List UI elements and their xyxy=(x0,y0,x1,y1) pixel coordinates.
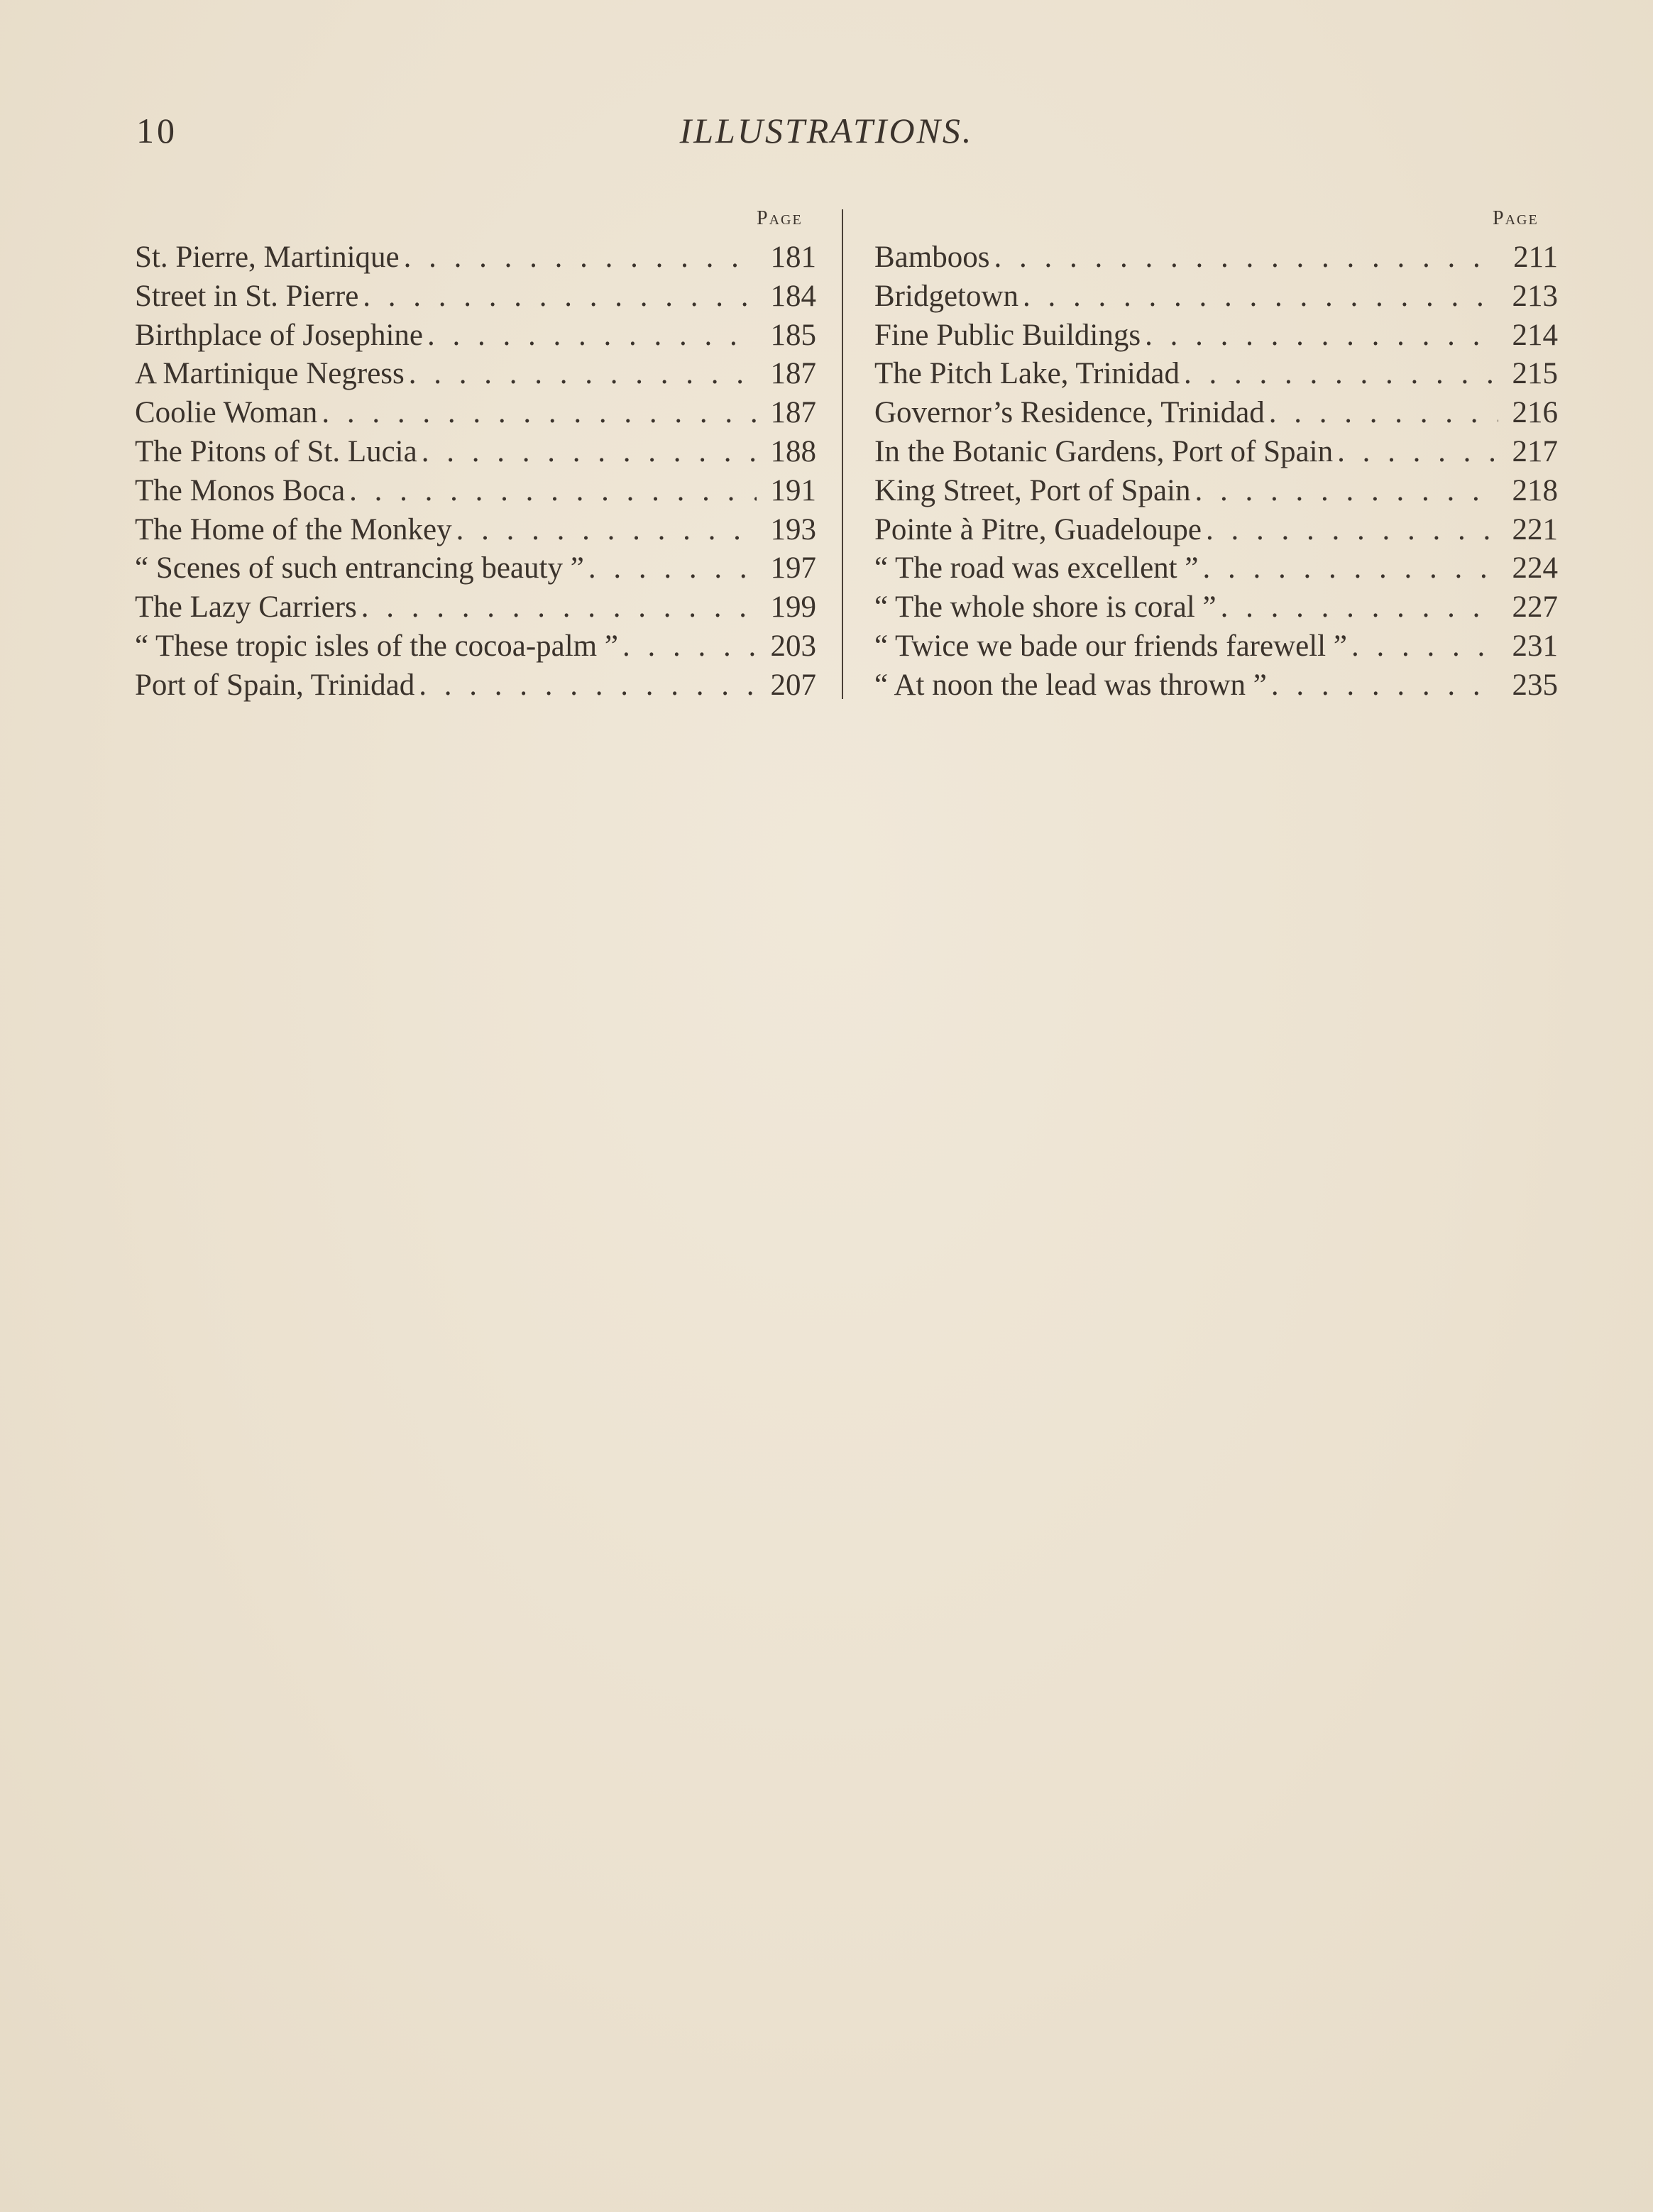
entry-page-number: 214 xyxy=(1512,318,1558,352)
dot-leader xyxy=(1217,588,1498,627)
illustration-entry xyxy=(135,238,816,277)
dot-leader xyxy=(358,277,757,317)
entry-title: Port of Spain, Trinidad xyxy=(135,668,415,702)
illustration-entry xyxy=(874,317,1558,356)
dot-leader xyxy=(423,317,757,356)
illustration-entry xyxy=(874,433,1558,472)
column-divider xyxy=(842,209,843,699)
entry-title: Street in St. Pierre xyxy=(135,279,359,313)
entry-page-number: 187 xyxy=(770,357,816,391)
entry-page-number: 211 xyxy=(1513,241,1558,274)
entry-page-number: 191 xyxy=(770,473,816,507)
dot-leader xyxy=(414,666,757,705)
illustration-entry xyxy=(874,666,1558,705)
entry-title: In the Botanic Gardens, Port of Spain xyxy=(874,434,1334,468)
illustration-entry xyxy=(874,549,1558,588)
left-illustration-list xyxy=(135,238,816,705)
entry-title: Bamboos xyxy=(874,241,990,274)
entry-title: “ These tropic isles of the cocoa-palm ” xyxy=(135,629,618,663)
entry-page-number: 181 xyxy=(770,241,816,274)
entry-page-number: 213 xyxy=(1512,279,1558,313)
entry-page-number: 185 xyxy=(770,318,816,352)
illustration-entry xyxy=(874,472,1558,511)
dot-leader xyxy=(452,511,757,550)
entry-page-number: 215 xyxy=(1512,357,1558,391)
entry-title: Coolie Woman xyxy=(135,396,318,430)
dot-leader xyxy=(1267,666,1498,705)
entry-page-number: 224 xyxy=(1512,551,1558,585)
illustration-entry xyxy=(135,627,816,666)
entry-page-number: 197 xyxy=(770,551,816,585)
entry-title: King Street, Port of Spain xyxy=(874,473,1191,507)
entry-title: The Lazy Carriers xyxy=(135,590,357,624)
entry-title: Birthplace of Josephine xyxy=(135,318,424,352)
dot-leader xyxy=(317,394,757,433)
dot-leader xyxy=(1333,433,1498,472)
dot-leader xyxy=(1180,355,1498,394)
illustration-entry xyxy=(874,394,1558,433)
entry-title: “ Twice we bade our friends farewell ” xyxy=(874,629,1347,663)
running-head: ILLUSTRATIONS. xyxy=(679,111,974,150)
illustration-entry xyxy=(135,317,816,356)
entry-page-number: 216 xyxy=(1512,396,1558,430)
entry-page-number: 184 xyxy=(770,279,816,313)
entry-title: Governor’s Residence, Trinidad xyxy=(874,396,1265,430)
dot-leader xyxy=(345,472,757,511)
illustration-entry xyxy=(874,588,1558,627)
entry-page-number: 207 xyxy=(770,668,816,702)
illustration-entry xyxy=(135,277,816,317)
dot-leader xyxy=(1202,511,1498,550)
entry-title: The Pitons of St. Lucia xyxy=(135,434,417,468)
dot-leader xyxy=(618,627,757,666)
dot-leader xyxy=(989,238,1498,277)
illustration-entry xyxy=(135,355,816,394)
illustration-entry xyxy=(874,511,1558,550)
right-illustration-list xyxy=(874,238,1558,705)
illustration-entry xyxy=(135,588,816,627)
entry-title: The Home of the Monkey xyxy=(135,512,452,546)
entry-page-number: 193 xyxy=(770,512,816,546)
dot-leader xyxy=(1347,627,1498,666)
page-number: 10 xyxy=(136,111,177,150)
entry-title: The Monos Boca xyxy=(135,473,346,507)
entry-page-number: 231 xyxy=(1512,629,1558,663)
dot-leader xyxy=(400,238,757,277)
entry-title: Bridgetown xyxy=(874,279,1019,313)
illustration-entry xyxy=(135,394,816,433)
entry-title: The Pitch Lake, Trinidad xyxy=(874,357,1180,391)
illustration-entry xyxy=(135,666,816,705)
dot-leader xyxy=(405,355,757,394)
entry-title: “ The road was excellent ” xyxy=(874,551,1199,585)
entry-page-number: 235 xyxy=(1512,668,1558,702)
dot-leader xyxy=(584,549,757,588)
illustration-entry xyxy=(135,549,816,588)
entry-title: “ The whole shore is coral ” xyxy=(874,590,1217,624)
entry-page-number: 227 xyxy=(1512,590,1558,624)
dot-leader xyxy=(357,588,757,627)
entry-page-number: 218 xyxy=(1512,473,1558,507)
dot-leader xyxy=(1198,549,1498,588)
illustration-entry xyxy=(135,433,816,472)
entry-title: A Martinique Negress xyxy=(135,357,405,391)
illustration-entry xyxy=(874,627,1558,666)
dot-leader xyxy=(1265,394,1498,433)
left-column-page-label: Page xyxy=(757,207,803,229)
illustration-entry xyxy=(135,511,816,550)
dot-leader xyxy=(417,433,757,472)
entry-title: “ At noon the lead was thrown ” xyxy=(874,668,1267,702)
entry-page-number: 199 xyxy=(770,590,816,624)
entry-title: St. Pierre, Martinique xyxy=(135,241,400,274)
illustration-entry xyxy=(874,355,1558,394)
entry-page-number: 217 xyxy=(1512,434,1558,468)
entry-page-number: 187 xyxy=(770,396,816,430)
entry-page-number: 188 xyxy=(770,434,816,468)
dot-leader xyxy=(1141,317,1498,356)
entry-title: Fine Public Buildings xyxy=(874,318,1141,352)
illustration-entry xyxy=(874,277,1558,317)
entry-page-number: 203 xyxy=(770,629,816,663)
dot-leader xyxy=(1191,472,1499,511)
entry-title: “ Scenes of such entrancing beauty ” xyxy=(135,551,584,585)
entry-title: Pointe à Pitre, Guadeloupe xyxy=(874,512,1202,546)
illustration-entry xyxy=(135,472,816,511)
dot-leader xyxy=(1018,277,1498,317)
illustration-entry xyxy=(874,238,1558,277)
right-column-page-label: Page xyxy=(1493,207,1539,229)
entry-page-number: 221 xyxy=(1512,512,1558,546)
